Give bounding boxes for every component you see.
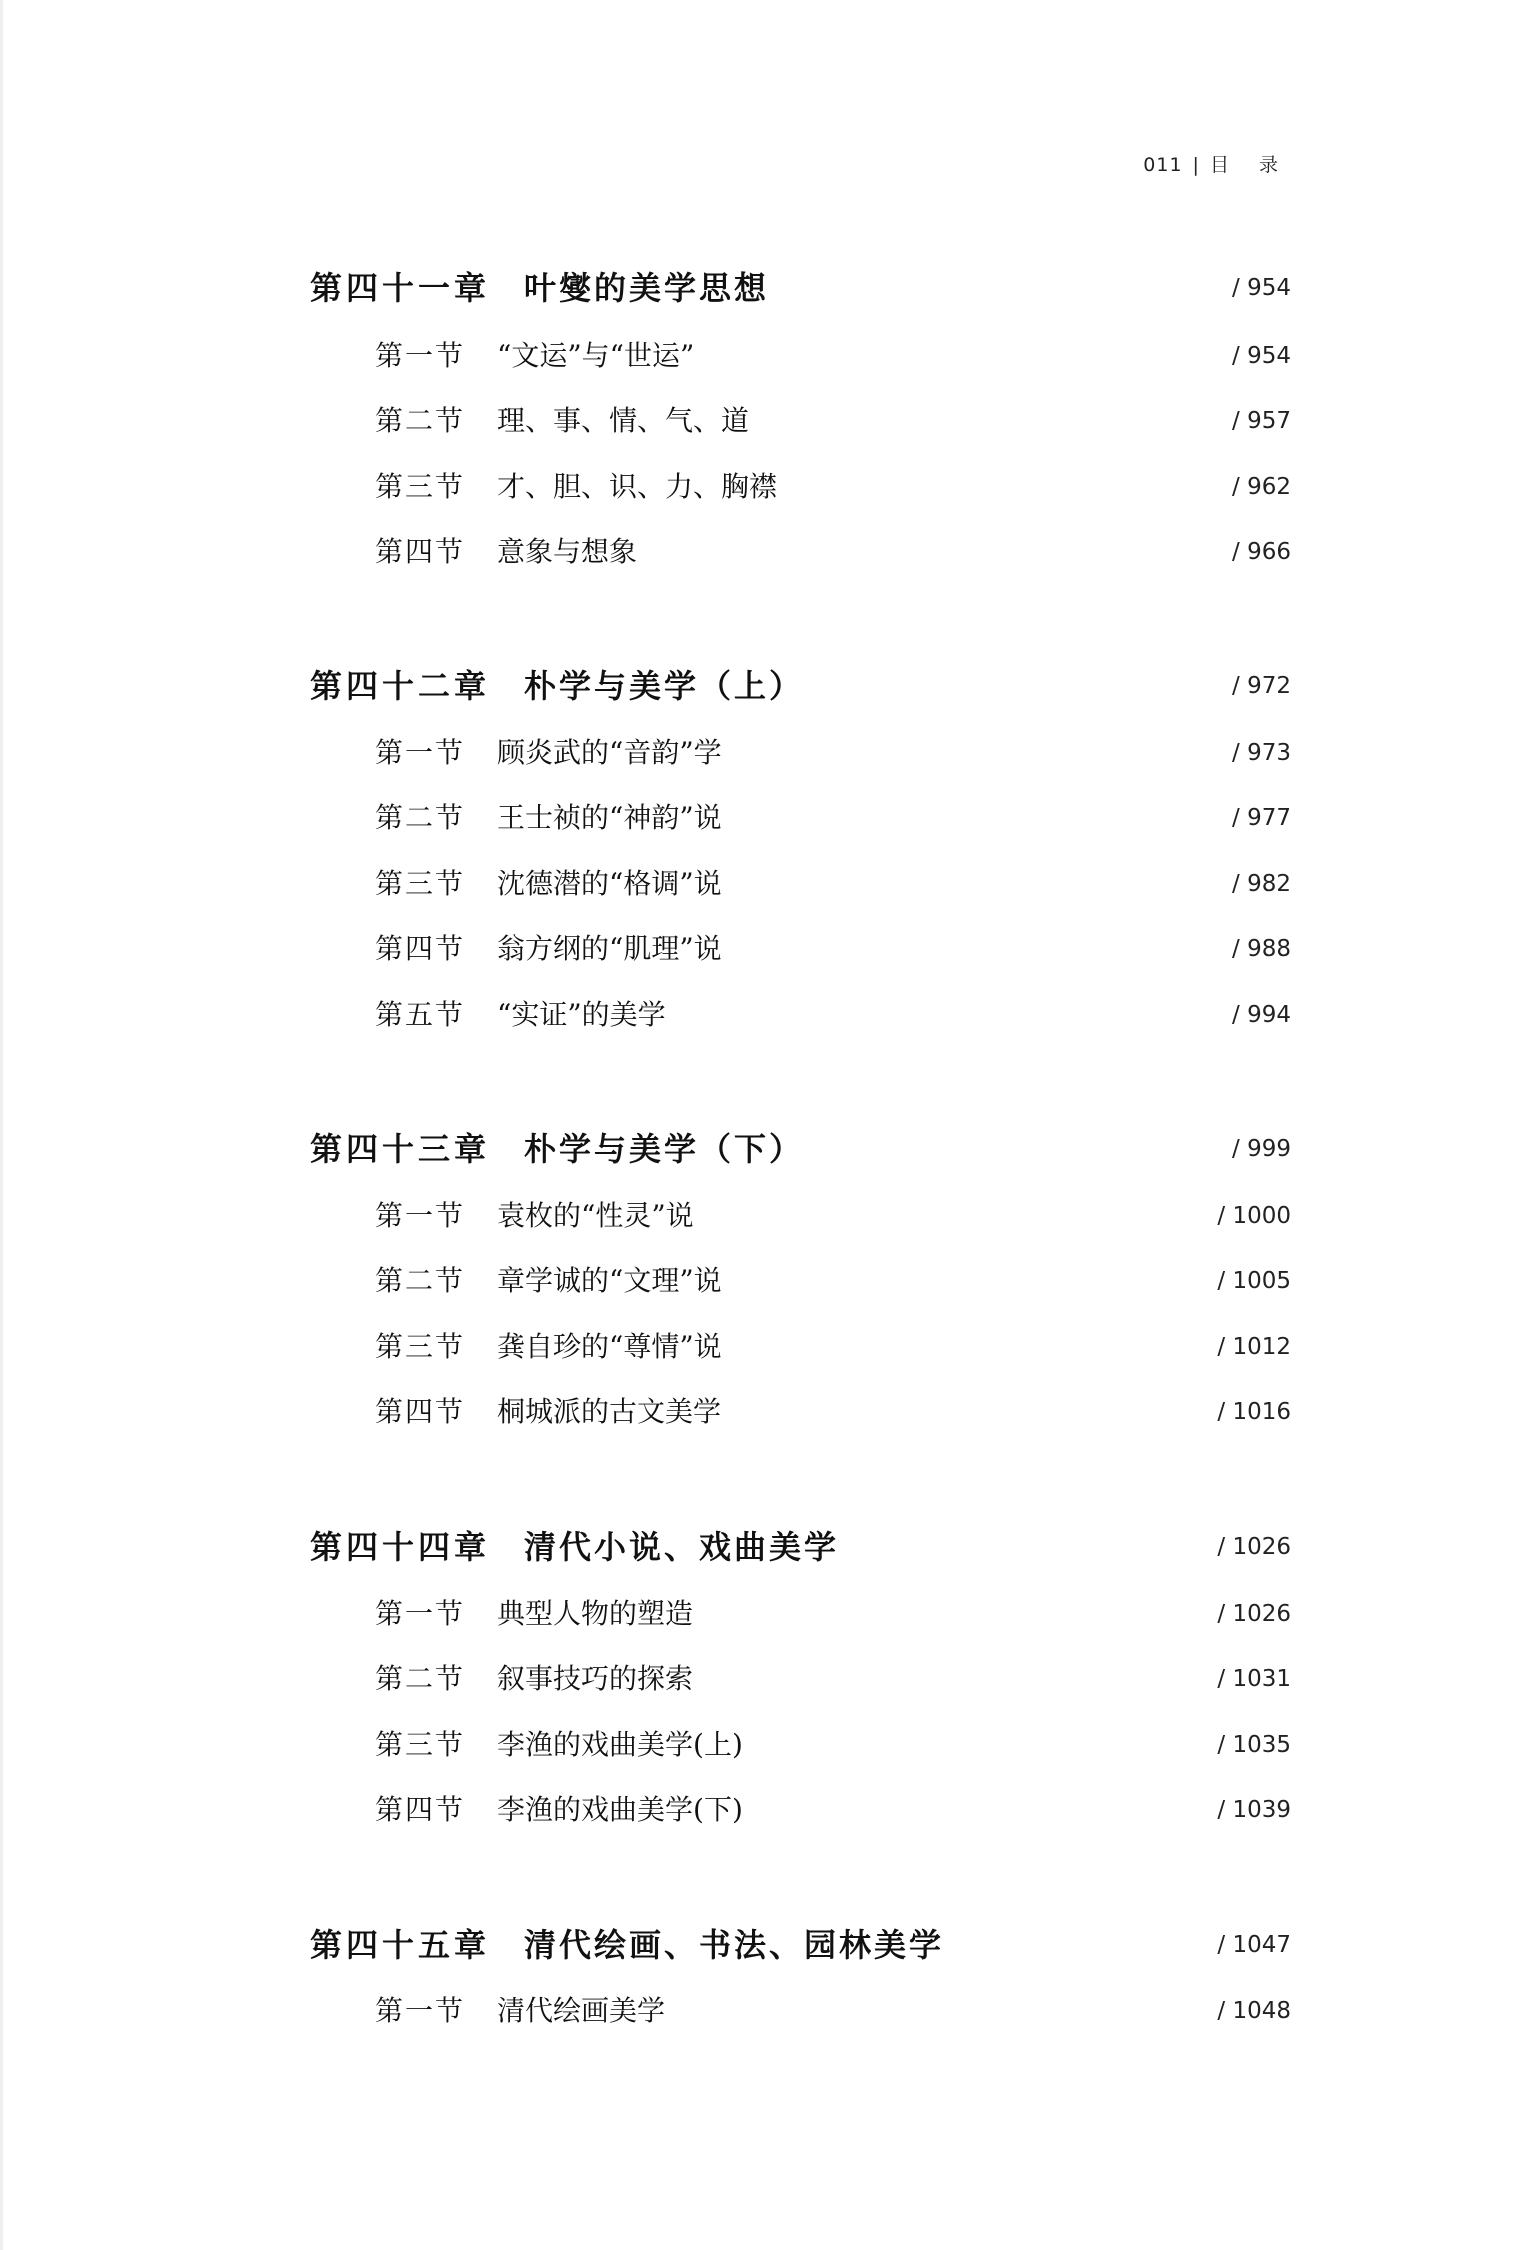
section-title: 沈德潜的“格调”说 bbox=[497, 867, 722, 900]
section-label bbox=[375, 924, 722, 974]
section-number: 第一节 bbox=[375, 736, 466, 769]
section-label bbox=[375, 1785, 743, 1835]
header-page-number: 011 bbox=[1143, 154, 1183, 176]
section-label bbox=[375, 793, 722, 843]
chapter-label bbox=[310, 661, 804, 711]
toc-section[interactable] bbox=[0, 1654, 1536, 1704]
section-title: 意象与想象 bbox=[497, 535, 638, 568]
section-page: / 962 bbox=[1232, 474, 1291, 500]
toc-section[interactable] bbox=[0, 1387, 1536, 1437]
section-number: 第二节 bbox=[375, 801, 466, 834]
header-title: 目 录 bbox=[1209, 154, 1290, 176]
section-label bbox=[375, 990, 666, 1040]
toc-chapter-42[interactable] bbox=[0, 661, 1536, 711]
toc-section[interactable] bbox=[0, 990, 1536, 1040]
toc-section[interactable] bbox=[0, 728, 1536, 778]
section-title: 李渔的戏曲美学(下) bbox=[497, 1793, 743, 1826]
section-page: / 1000 bbox=[1217, 1203, 1291, 1229]
chapter-number: 第四十四章 bbox=[310, 1528, 491, 1566]
chapter-title: 清代绘画、书法、园林美学 bbox=[524, 1926, 945, 1964]
section-number: 第四节 bbox=[375, 932, 466, 965]
section-title: 李渔的戏曲美学(上) bbox=[497, 1728, 743, 1761]
toc-section[interactable] bbox=[0, 924, 1536, 974]
section-title: 王士祯的“神韵”说 bbox=[497, 801, 722, 834]
section-title: 叙事技巧的探索 bbox=[497, 1662, 694, 1695]
section-number: 第三节 bbox=[375, 1728, 466, 1761]
toc-section[interactable] bbox=[0, 793, 1536, 843]
section-page: / 957 bbox=[1232, 408, 1291, 434]
chapter-title: 叶燮的美学思想 bbox=[524, 269, 770, 307]
section-title: 章学诚的“文理”说 bbox=[497, 1264, 722, 1297]
section-title: “文运”与“世运” bbox=[497, 339, 695, 372]
section-label bbox=[375, 1191, 694, 1241]
section-page: / 982 bbox=[1232, 871, 1291, 897]
toc-section[interactable] bbox=[0, 1256, 1536, 1306]
section-number: 第三节 bbox=[375, 1330, 466, 1363]
section-label bbox=[375, 728, 722, 778]
chapter-page: / 1026 bbox=[1217, 1534, 1291, 1560]
chapter-number: 第四十二章 bbox=[310, 667, 491, 705]
chapter-title: 朴学与美学（上） bbox=[524, 667, 805, 705]
toc-section[interactable] bbox=[0, 331, 1536, 381]
section-title: 才、胆、识、力、胸襟 bbox=[497, 470, 778, 503]
section-page: / 1048 bbox=[1217, 1998, 1291, 2024]
chapter-page: / 1047 bbox=[1217, 1932, 1291, 1958]
section-label bbox=[375, 1387, 721, 1437]
toc-section[interactable] bbox=[0, 1785, 1536, 1835]
toc-section[interactable] bbox=[0, 1986, 1536, 2036]
section-number: 第二节 bbox=[375, 1264, 466, 1297]
section-number: 第二节 bbox=[375, 1662, 466, 1695]
section-page: / 1016 bbox=[1217, 1399, 1291, 1425]
section-page: / 988 bbox=[1232, 936, 1291, 962]
section-number: 第一节 bbox=[375, 1199, 466, 1232]
section-title: 翁方纲的“肌理”说 bbox=[497, 932, 722, 965]
section-label bbox=[375, 527, 637, 577]
toc-section[interactable] bbox=[0, 527, 1536, 577]
section-page: / 977 bbox=[1232, 805, 1291, 831]
section-number: 第三节 bbox=[375, 470, 466, 503]
section-page: / 954 bbox=[1232, 343, 1291, 369]
chapter-page: / 954 bbox=[1232, 275, 1291, 301]
section-number: 第四节 bbox=[375, 1395, 466, 1428]
section-page: / 1039 bbox=[1217, 1797, 1291, 1823]
toc-section[interactable] bbox=[0, 1322, 1536, 1372]
header-separator: | bbox=[1192, 154, 1200, 176]
section-label bbox=[375, 1654, 693, 1704]
section-page: / 1012 bbox=[1217, 1334, 1291, 1360]
chapter-label bbox=[310, 1124, 804, 1174]
section-page: / 1035 bbox=[1217, 1732, 1291, 1758]
toc-section[interactable] bbox=[0, 1191, 1536, 1241]
section-label bbox=[375, 1589, 693, 1639]
chapter-page: / 972 bbox=[1232, 673, 1291, 699]
section-label bbox=[375, 1986, 665, 2036]
section-label bbox=[375, 1256, 722, 1306]
section-number: 第五节 bbox=[375, 998, 466, 1031]
section-page: / 994 bbox=[1232, 1002, 1291, 1028]
toc-chapter-41[interactable] bbox=[0, 263, 1536, 313]
toc-section[interactable] bbox=[0, 396, 1536, 446]
section-label bbox=[375, 462, 777, 512]
toc-section[interactable] bbox=[0, 462, 1536, 512]
chapter-number: 第四十三章 bbox=[310, 1130, 491, 1168]
chapter-number: 第四十一章 bbox=[310, 269, 491, 307]
section-page: / 966 bbox=[1232, 539, 1291, 565]
section-number: 第四节 bbox=[375, 1793, 466, 1826]
section-label bbox=[375, 1322, 722, 1372]
section-title: “实证”的美学 bbox=[497, 998, 666, 1031]
section-title: 清代绘画美学 bbox=[497, 1994, 666, 2027]
section-page: / 973 bbox=[1232, 740, 1291, 766]
toc-section[interactable] bbox=[0, 1720, 1536, 1770]
chapter-title: 朴学与美学（下） bbox=[524, 1130, 805, 1168]
toc-chapter-45[interactable] bbox=[0, 1920, 1536, 1970]
section-page: / 1005 bbox=[1217, 1268, 1291, 1294]
chapter-number: 第四十五章 bbox=[310, 1926, 491, 1964]
section-title: 理、事、情、气、道 bbox=[497, 404, 750, 437]
section-page: / 1031 bbox=[1217, 1666, 1291, 1692]
toc-chapter-44[interactable] bbox=[0, 1522, 1536, 1572]
chapter-title: 清代小说、戏曲美学 bbox=[524, 1528, 840, 1566]
section-number: 第一节 bbox=[375, 1597, 466, 1630]
section-number: 第一节 bbox=[375, 1994, 466, 2027]
section-title: 典型人物的塑造 bbox=[497, 1597, 694, 1630]
section-title: 龚自珍的“尊情”说 bbox=[497, 1330, 722, 1363]
section-number: 第四节 bbox=[375, 535, 466, 568]
section-number: 第一节 bbox=[375, 339, 466, 372]
section-label bbox=[375, 859, 722, 909]
chapter-label bbox=[310, 1522, 839, 1572]
chapter-page: / 999 bbox=[1232, 1136, 1291, 1162]
section-title: 桐城派的古文美学 bbox=[497, 1395, 722, 1428]
section-label bbox=[375, 1720, 743, 1770]
section-label bbox=[375, 396, 749, 446]
section-number: 第二节 bbox=[375, 404, 466, 437]
chapter-label bbox=[310, 263, 769, 313]
toc-section[interactable] bbox=[0, 859, 1536, 909]
running-head bbox=[1143, 150, 1290, 177]
chapter-label bbox=[310, 1920, 944, 1970]
section-label bbox=[375, 331, 694, 381]
toc-chapter-43[interactable] bbox=[0, 1124, 1536, 1174]
section-page: / 1026 bbox=[1217, 1601, 1291, 1627]
section-number: 第三节 bbox=[375, 867, 466, 900]
section-title: 袁枚的“性灵”说 bbox=[497, 1199, 694, 1232]
section-title: 顾炎武的“音韵”学 bbox=[497, 736, 722, 769]
toc-section[interactable] bbox=[0, 1589, 1536, 1639]
